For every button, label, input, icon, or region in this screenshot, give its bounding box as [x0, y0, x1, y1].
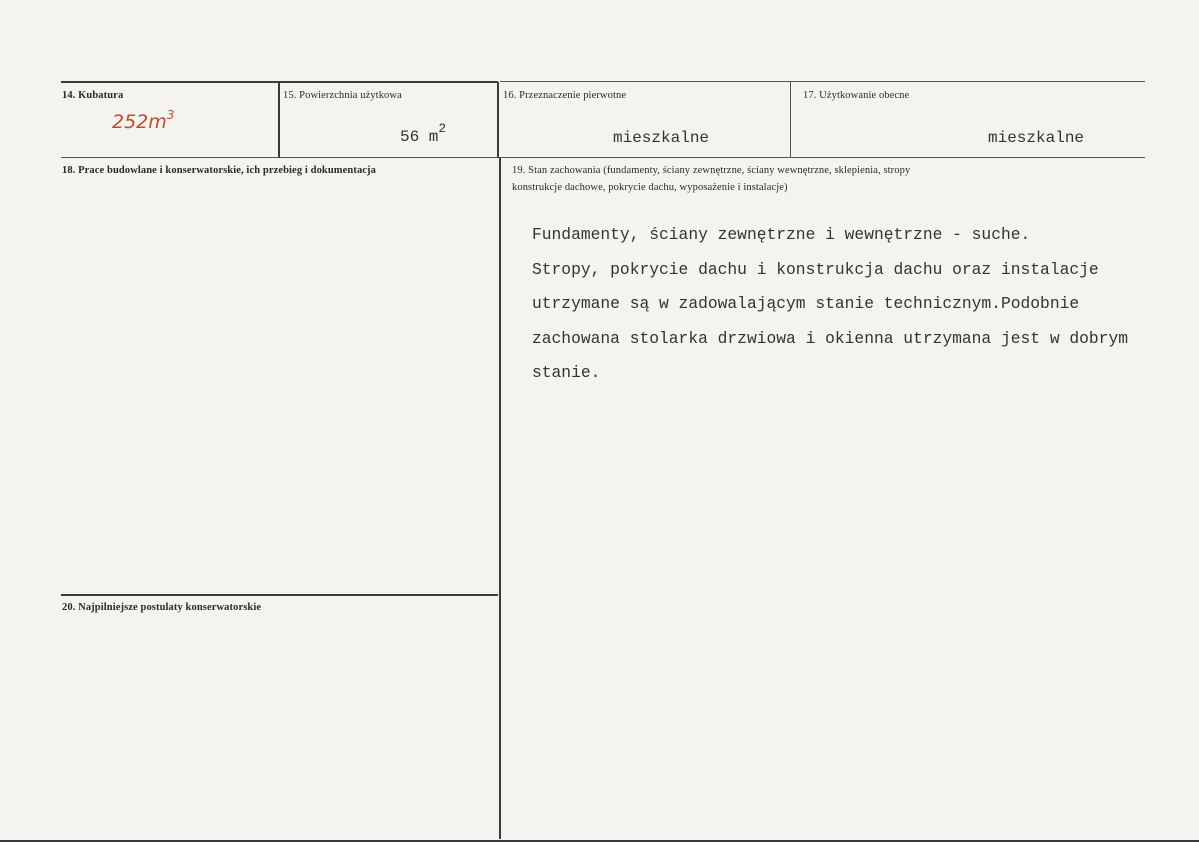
field-14-label: 14. Kubatura — [62, 90, 124, 101]
field-19-label-line2: konstrukcje dachowe, pokrycie dachu, wyposażenie i instalacje) — [512, 182, 788, 193]
field-16-value: mieszkalne — [613, 129, 710, 147]
divider-16-17 — [790, 82, 791, 158]
field-19-label-line1: 19. Stan zachowania (fundamenty, ściany zewnętrzne, ściany wewnętrzne, sklepienia, stropy — [512, 165, 911, 176]
row1-bottom-rule — [61, 157, 1145, 158]
field-20-label: 20. Najpilniejsze postulaty konserwatorskie — [62, 602, 262, 613]
field-19-text — [532, 218, 1128, 391]
main-divider — [499, 158, 501, 839]
text-line: utrzymane są w zadowalającym stanie technicznym.Podobnie — [532, 294, 1080, 313]
field-17-label: 17. Użytkowanie obecne — [803, 90, 910, 101]
text-line: Stropy, pokrycie dachu i konstrukcja dachu oraz instalacje — [532, 259, 1099, 279]
text-line: stanie. — [532, 363, 601, 382]
field-18-label: 18. Prace budowlane i konserwatorskie, ich przebieg i dokumentacja — [62, 165, 377, 176]
box20-top-rule — [61, 594, 498, 596]
top-rule-right — [500, 81, 1145, 82]
field-15-label: 15. Powierzchnia użytkowa — [283, 90, 402, 101]
field-16-label: 16. Przeznaczenie pierwotne — [503, 90, 627, 101]
field-17-value: mieszkalne — [988, 129, 1085, 147]
text-line: zachowana stolarka drzwiowa i okienna utrzymana jest w dobrym — [532, 328, 1128, 348]
field-14-value: $252m^3$ — [112, 108, 175, 133]
divider-14-15 — [278, 82, 280, 158]
divider-15-16 — [497, 82, 499, 158]
field-15-value: 56 $m^2$ — [400, 121, 447, 146]
text-line: Fundamenty, ściany zewnętrzne i wewnętrzne - suche. — [532, 225, 1031, 244]
